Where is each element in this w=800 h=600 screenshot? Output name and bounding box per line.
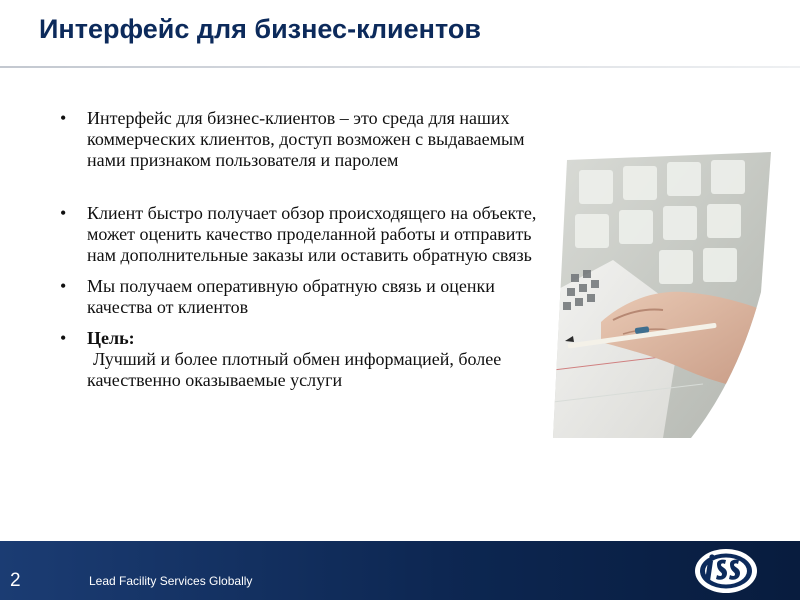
footer-tagline: Lead Facility Services Globally <box>89 574 253 588</box>
bullet-marker: • <box>60 276 67 296</box>
iss-logo <box>693 546 759 596</box>
bullet-marker: • <box>60 108 67 128</box>
bullet-item-goal <box>60 328 550 391</box>
hand-writing-photo <box>553 152 773 438</box>
bullet-item <box>60 108 550 171</box>
bullet-item <box>60 203 550 266</box>
bullet-text: Интерфейс для бизнес-клиентов – это среда для наших коммерческих клиентов, доступ возможен с выдаваемым нами признаком пользователя и паролем <box>87 108 525 170</box>
bullet-text: Мы получаем оперативную обратную связь и оценки качества от клиентов <box>87 276 495 317</box>
slide-title: Интерфейс для бизнес-клиентов <box>39 14 481 44</box>
footer-bar <box>0 541 800 600</box>
page-number: 2 <box>10 570 21 591</box>
bullet-marker: • <box>60 203 67 223</box>
bullet-text: Клиент быстро получает обзор происходящего на объекте, может оценить качество проделанной работы и отправить нам дополнительные заказы или оставить обратную связь <box>87 203 537 265</box>
title-divider <box>0 66 800 68</box>
goal-text: Лучший и более плотный обмен информацией, более качественно оказываемые услуги <box>87 349 502 390</box>
bullet-list <box>60 108 550 401</box>
bullet-item <box>60 276 550 318</box>
bullet-marker: • <box>60 328 67 348</box>
goal-label: Цель: <box>87 328 135 348</box>
